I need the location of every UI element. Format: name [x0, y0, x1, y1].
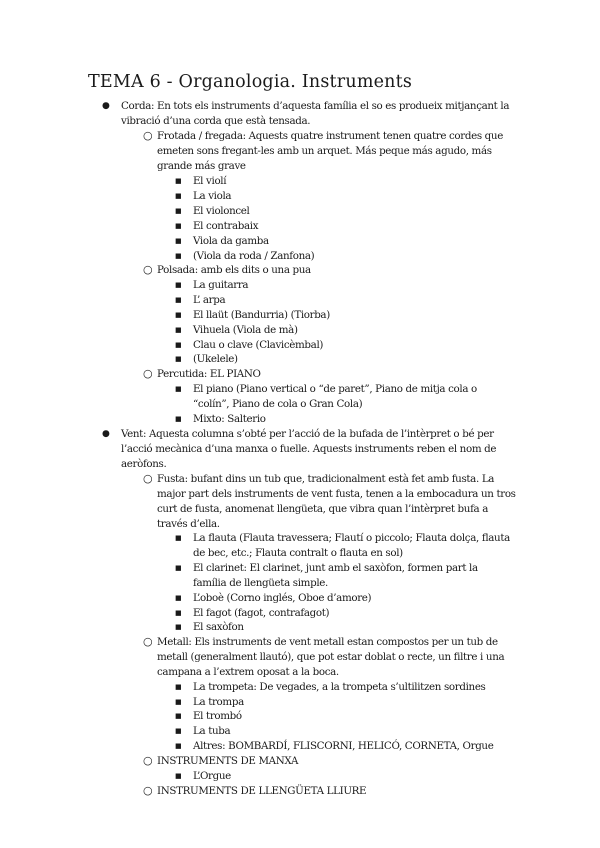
list-item: L’Orgue	[193, 770, 231, 782]
fusta-text: major part dels instruments de vent fusta, tenen a la embocadura un tros	[157, 488, 516, 500]
bullet-square: ■	[175, 698, 182, 706]
metall-text: Metall: Els instruments de vent metall estan compostos per un tub de	[157, 636, 498, 648]
bullet-square: ■	[175, 207, 182, 215]
list-item: El llaüt (Bandurria) (Tiorba)	[193, 309, 330, 321]
list-item: “colín”, Piano de cola o Gran Cola)	[193, 398, 363, 410]
bullet-square: ■	[175, 341, 182, 349]
list-item: Viola da gamba	[193, 235, 269, 247]
lliure-text: INSTRUMENTS DE LLENGÜETA LLIURE	[157, 785, 367, 797]
corda-text: Corda: En tots els instruments d’aquesta família el so es produeix mitjançant la	[121, 100, 510, 112]
bullet-circle: ○	[143, 367, 153, 380]
list-item: La guitarra	[193, 279, 249, 291]
bullet-circle: ○	[143, 472, 153, 485]
bullet-square: ■	[175, 534, 182, 542]
bullet-square: ■	[175, 311, 182, 319]
bullet-square: ■	[175, 415, 182, 423]
frotada-text: emeten sons fregant-les amb un arquet. Más peque más agudo, más	[157, 145, 492, 157]
metall-text: campana a l’extrem oposat a la boca.	[157, 666, 339, 678]
bullet-disc: ●	[102, 429, 110, 439]
bullet-circle: ○	[143, 263, 153, 276]
vent-text: Vent: Aquesta columna s’obté per l’acció de la bufada de l’intèrpret o bé per	[121, 428, 494, 440]
list-item: El fagot (fagot, contrafagot)	[193, 607, 330, 619]
bullet-square: ■	[175, 727, 182, 735]
vent-text: aeròfons.	[121, 458, 167, 470]
list-item: (Ukelele)	[193, 353, 238, 365]
list-item: El trombó	[193, 710, 242, 722]
list-item: El contrabaix	[193, 220, 259, 232]
list-item: Clau o clave (Clavicèmbal)	[193, 339, 324, 351]
bullet-square: ■	[175, 281, 182, 289]
list-item: de bec, etc.; Flauta contralt o flauta en sol)	[193, 547, 403, 559]
vent-text: l’acció mecànica d’una manxa o fuelle. Aquests instruments reben el nom de	[121, 443, 497, 455]
bullet-square: ■	[175, 385, 182, 393]
bullet-square: ■	[175, 683, 182, 691]
list-item: (Viola da roda / Zanfona)	[193, 250, 315, 262]
list-item: Altres: BOMBARDÍ, FLISCORNI, HELICÓ, CORNETA, Orgue	[193, 740, 494, 752]
page-title: TEMA 6 - Organologia. Instruments	[88, 72, 413, 92]
bullet-square: ■	[175, 252, 182, 260]
bullet-square: ■	[175, 355, 182, 363]
bullet-circle: ○	[143, 635, 153, 648]
manxa-text: INSTRUMENTS DE MANXA	[157, 755, 299, 767]
bullet-square: ■	[175, 177, 182, 185]
bullet-square: ■	[175, 296, 182, 304]
bullet-circle: ○	[143, 754, 153, 767]
bullet-square: ■	[175, 623, 182, 631]
bullet-square: ■	[175, 609, 182, 617]
list-item: La flauta (Flauta travessera; Flautí o piccolo; Flauta dolça, flauta	[193, 532, 510, 544]
metall-text: metall (generalment llautó), que pot estar doblat o recte, un filtre i una	[157, 651, 505, 663]
fusta-text: través d’ella.	[157, 518, 220, 530]
bullet-square: ■	[175, 564, 182, 572]
list-item: Mixto: Salterio	[193, 413, 266, 425]
list-item: La trompa	[193, 696, 244, 708]
bullet-square: ■	[175, 712, 182, 720]
list-item: El saxòfon	[193, 621, 244, 633]
list-item: família de llengüeta simple.	[193, 577, 328, 589]
list-item: La trompeta: De vegades, a la trompeta s’ultilitzen sordines	[193, 681, 486, 693]
bullet-square: ■	[175, 192, 182, 200]
corda-text: vibració d’una corda que està tensada.	[121, 115, 311, 127]
bullet-square: ■	[175, 237, 182, 245]
list-item: El piano (Piano vertical o “de paret”, Piano de mitja cola o	[193, 383, 477, 395]
bullet-square: ■	[175, 594, 182, 602]
list-item: El violí	[193, 175, 227, 187]
frotada-text: grande más grave	[157, 160, 246, 172]
bullet-disc: ●	[102, 101, 110, 111]
fusta-text: curt de fusta, anomenat llengüeta, que vibra quan l’intèrpret bufa a	[157, 503, 489, 515]
list-item: El violoncel	[193, 205, 250, 217]
bullet-square: ■	[175, 742, 182, 750]
list-item: L’ arpa	[193, 294, 226, 306]
bullet-square: ■	[175, 222, 182, 230]
frotada-text: Frotada / fregada: Aquests quatre instrument tenen quatre cordes que	[157, 130, 503, 142]
bullet-square: ■	[175, 326, 182, 334]
bullet-circle: ○	[143, 129, 153, 142]
list-item: La tuba	[193, 725, 231, 737]
list-item: El clarinet: El clarinet, junt amb el saxòfon, formen part la	[193, 562, 478, 574]
list-item: L’oboè (Corno inglés, Oboe d’amore)	[193, 592, 372, 604]
percutida-text: Percutida: EL PIANO	[157, 368, 261, 380]
fusta-text: Fusta: bufant dins un tub que, tradicionalment està fet amb fusta. La	[157, 473, 495, 485]
polsada-text: Polsada: amb els dits o una pua	[157, 264, 311, 276]
list-item: La viola	[193, 190, 232, 202]
bullet-square: ■	[175, 772, 182, 780]
bullet-circle: ○	[143, 784, 153, 797]
list-item: Vihuela (Viola de mà)	[193, 324, 298, 336]
